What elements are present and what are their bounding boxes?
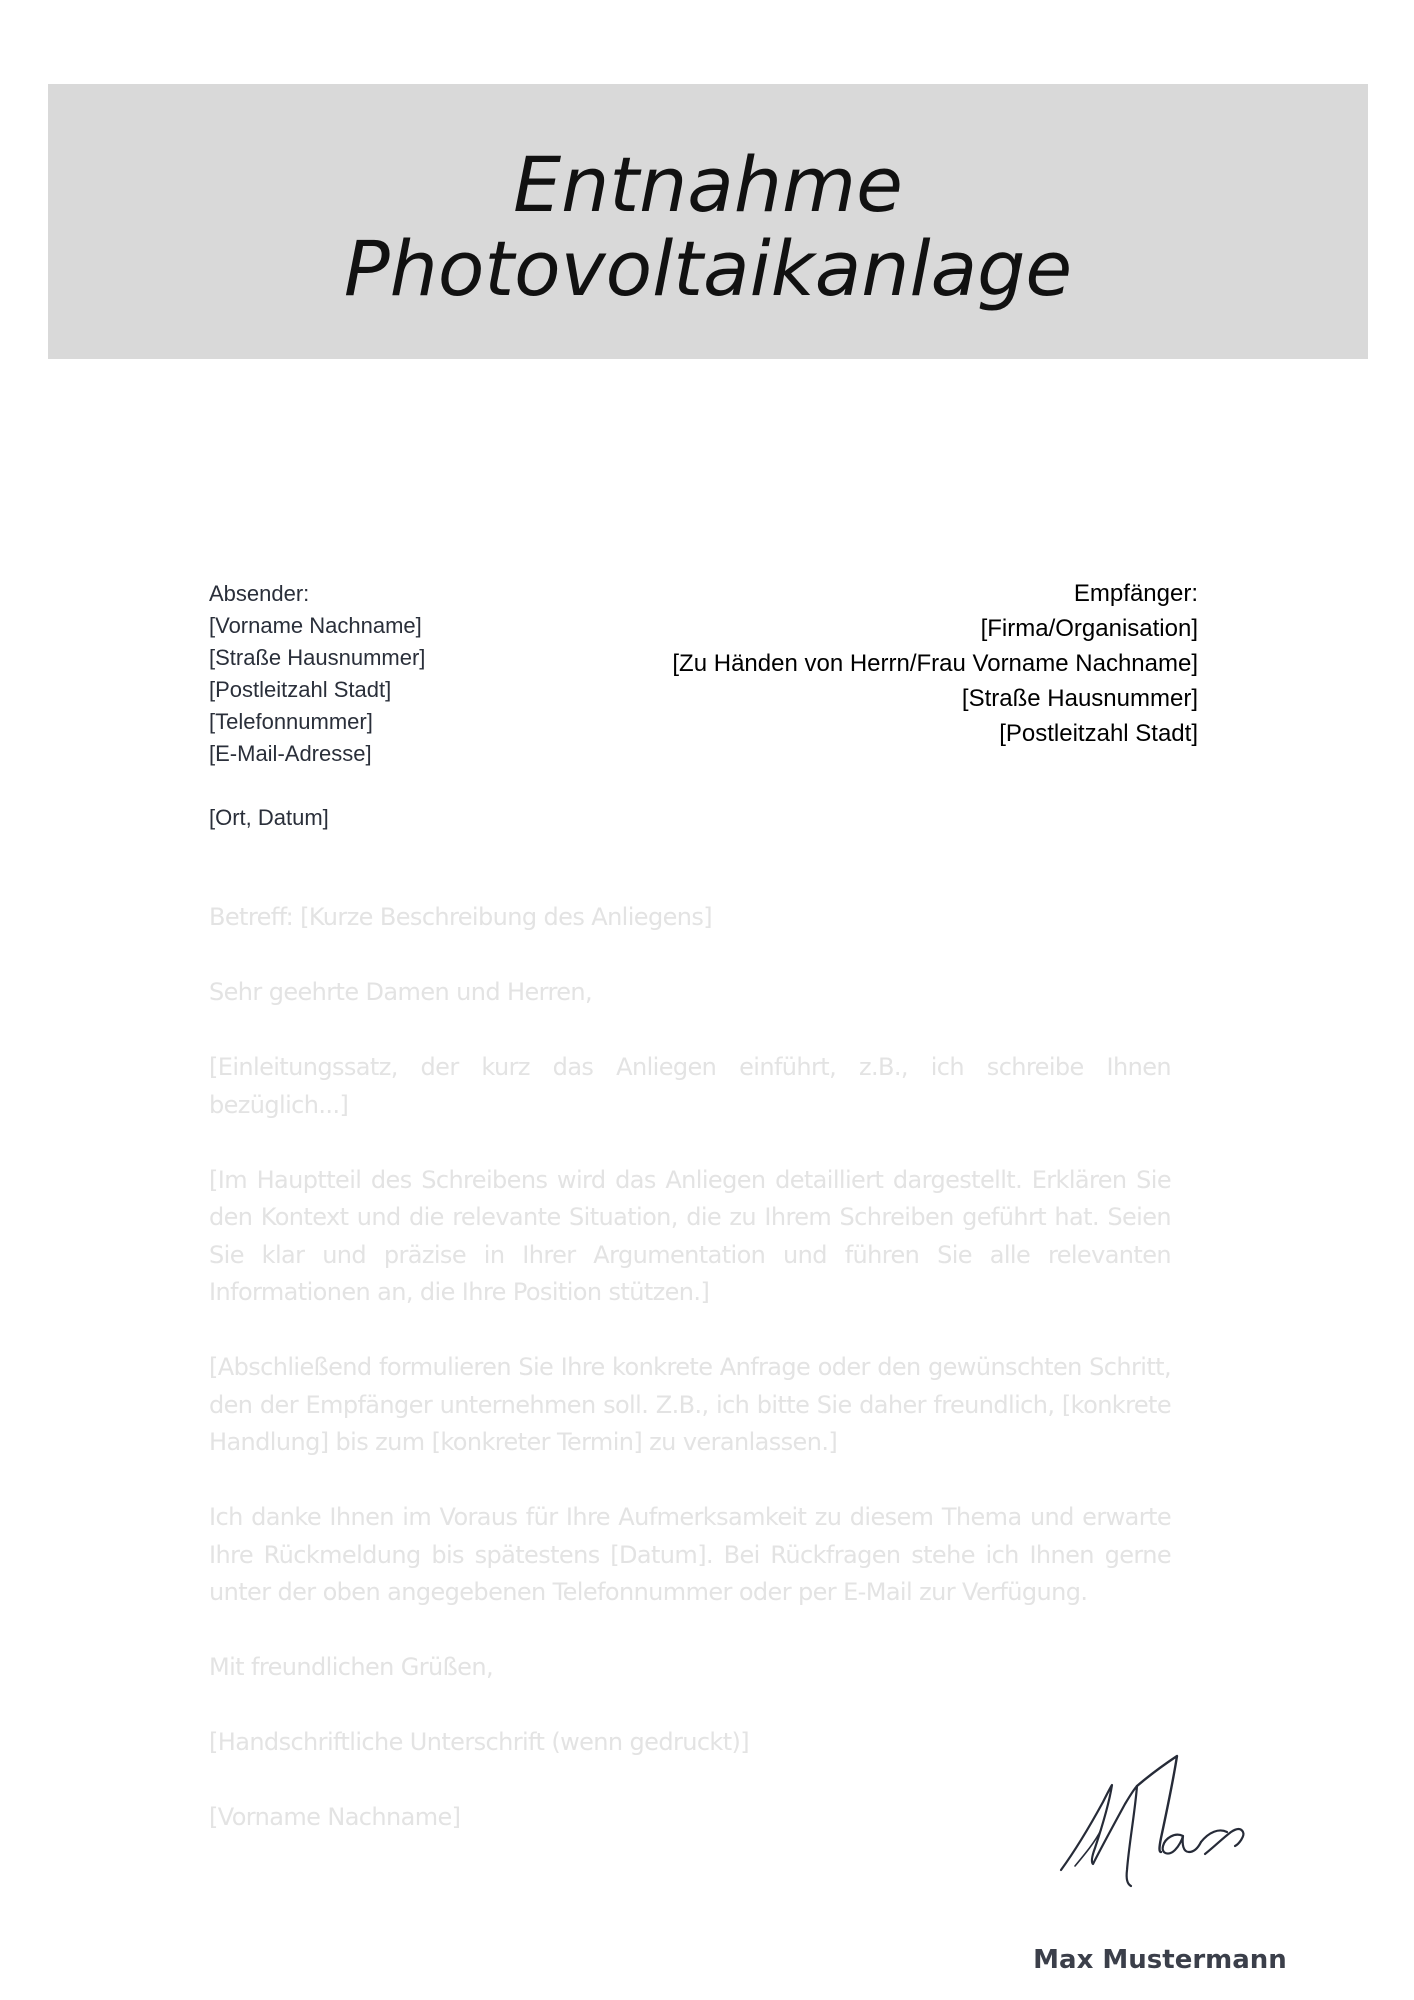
document-title-line-1: Entnahme (513, 139, 903, 229)
sender-label: Absender: (209, 581, 310, 606)
sender-street: [Straße Hausnummer] (209, 645, 426, 670)
place-date: [Ort, Datum] (209, 805, 329, 830)
name-placeholder: [Vorname Nachname] (209, 1803, 461, 1831)
letter-request-paragraph: [Abschließend formulieren Sie Ihre konkrete Anfrage oder den gewünschten Schritt, den der Empfänger unternehmen soll. Z.B., ich bitte Sie daher freundlich, [konkrete Handlung] bis zum [konkreter Termin] zu veranlassen.] (209, 1353, 1171, 1456)
sender-name: [Vorname Nachname] (209, 613, 422, 638)
recipient-address-block (498, 576, 1198, 751)
letter-main-paragraph: [Im Hauptteil des Schreibens wird das Anliegen detailliert dargestellt. Erklären Sie den Kontext und die relevante Situation, die zu Ihrem Schreiben geführt hat. Seien Sie klar und präzise in Ihrer Argumentation und führen Sie alle relevanten Informationen an, die Ihre Position stützen.] (209, 1165, 1171, 1306)
document-title-line-2: Photovoltaikanlage (343, 223, 1073, 313)
recipient-city: [Postleitzahl Stadt] (999, 720, 1198, 747)
sender-phone: [Telefonnummer] (209, 709, 373, 734)
recipient-label: Empfänger: (1073, 580, 1198, 607)
signer-printed-name: Max Mustermann (1033, 1945, 1287, 1975)
signature-strokes (1061, 1756, 1243, 1886)
letter-intro-paragraph: [Einleitungssatz, der kurz das Anliegen einführt, z.B., ich schreibe Ihnen bezüglich...] (209, 1053, 1171, 1119)
letter-thanks-paragraph: Ich danke Ihnen im Voraus für Ihre Aufmerksamkeit zu diesem Thema und erwarte Ihre Rückmeldung bis spätestens [Datum]. Bei Rückfragen stehe ich Ihnen gerne unter der oben angegebenen Telefonnummer oder per E-Mail zur Verfügung. (209, 1503, 1171, 1606)
letter-closing: Mit freundlichen Grüßen, (209, 1653, 493, 1681)
recipient-company: [Firma/Organisation] (980, 615, 1198, 642)
title-banner (48, 84, 1368, 359)
letter-salutation: Sehr geehrte Damen und Herren, (209, 978, 593, 1006)
recipient-street: [Straße Hausnummer] (961, 685, 1198, 712)
recipient-attention: [Zu Händen von Herrn/Frau Vorname Nachname] (672, 650, 1198, 677)
handwritten-signature (1055, 1752, 1280, 1902)
signature-placeholder: [Handschriftliche Unterschrift (wenn gedruckt)] (209, 1728, 750, 1756)
sender-email: [E-Mail-Adresse] (209, 741, 372, 766)
sender-spacer (209, 770, 609, 802)
letter-subject: Betreff: [Kurze Beschreibung des Anliegens] (209, 903, 713, 931)
letter-body (209, 899, 1171, 1874)
sender-city: [Postleitzahl Stadt] (209, 677, 392, 702)
